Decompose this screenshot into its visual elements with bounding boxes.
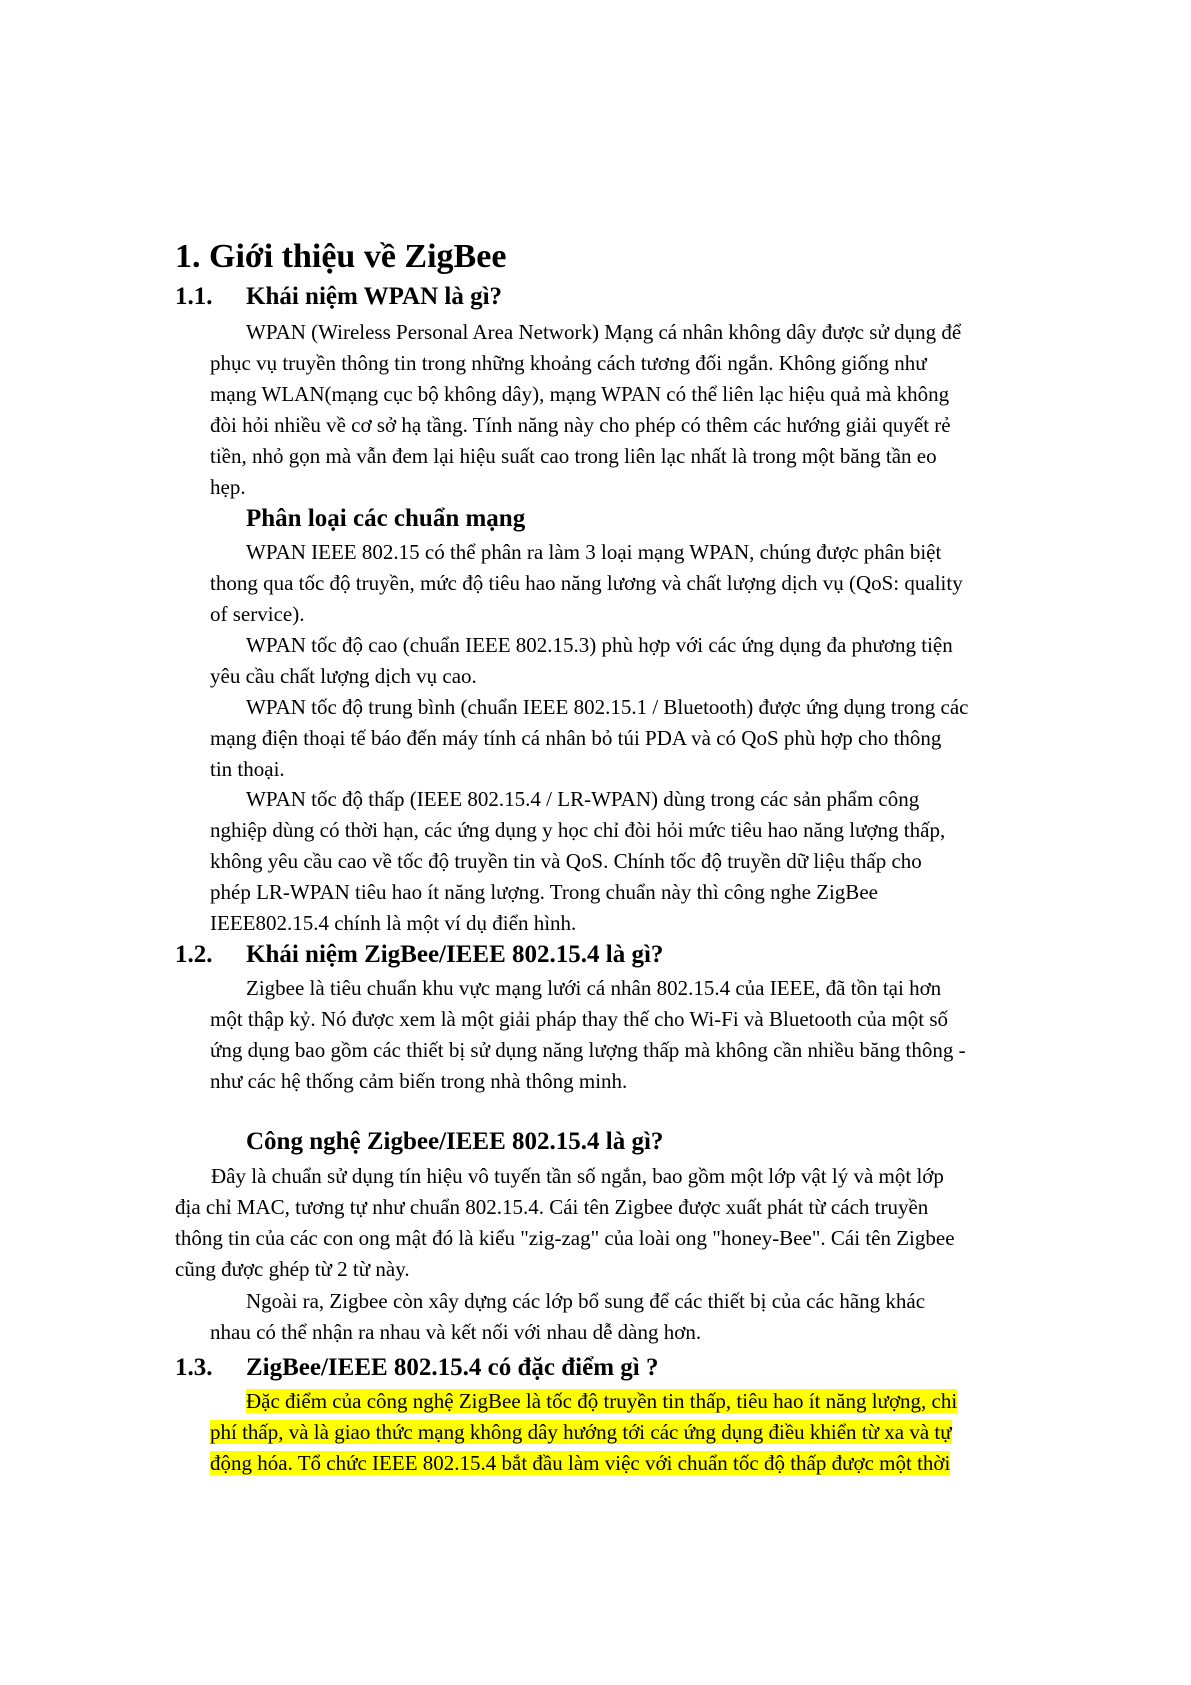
paragraph-zigbee-layers: [210, 1286, 925, 1348]
text-line: Đây là chuẩn sử dụng tín hiệu vô tuyến tần số ngắn, bao gồm một lớp vật lý và một lớp: [211, 1164, 944, 1188]
text-line: IEEE802.15.4 chính là một ví dụ điển hình.: [210, 911, 577, 935]
text-line: Zigbee là tiêu chuẩn khu vực mạng lưới cá nhân 802.15.4 của IEEE, đã tồn tại hơn: [246, 976, 942, 1000]
text-line: WPAN tốc độ cao (chuẩn IEEE 802.15.3) phù hợp với các ứng dụng đa phương tiện: [246, 633, 953, 657]
text-line: thong qua tốc độ truyền, mức độ tiêu hao năng lương và chất lượng dịch vụ (QoS: quality: [210, 571, 963, 595]
text-line: nghiệp dùng có thời hạn, các ứng dụng y học chỉ đòi hỏi mức tiêu hao năng lượng thấp,: [210, 818, 946, 842]
text-line: [210, 1448, 957, 1479]
text-line: yêu cầu chất lượng dịch vụ cao.: [210, 664, 477, 688]
paragraph-zigbee-technology: [175, 1161, 955, 1285]
text-line: phục vụ truyền thông tin trong những khoảng cách tương đối ngắn. Không giống như: [210, 351, 927, 375]
text-line: như các hệ thống cảm biến trong nhà thông minh.: [210, 1069, 628, 1093]
text-line: WPAN tốc độ thấp (IEEE 802.15.4 / LR-WPAN) dùng trong các sản phẩm công: [246, 787, 920, 811]
text-line: of service).: [210, 602, 305, 626]
text-line: nhau có thể nhận ra nhau và kết nối với nhau dễ dàng hơn.: [210, 1320, 702, 1344]
highlighted-text: Đặc điểm của công nghệ ZigBee là tốc độ truyền tin thấp, tiêu hao ít năng lượng, chi: [246, 1389, 958, 1413]
text-line: tiền, nhỏ gọn mà vẫn đem lại hiệu suất cao trong liên lạc nhất là trong một băng tần eo: [210, 444, 937, 468]
paragraph-high-rate: [210, 630, 953, 692]
text-line: WPAN (Wireless Personal Area Network) Mạng cá nhân không dây được sử dụng để: [246, 320, 962, 344]
text-line: thông tin của các con ong mật đó là kiểu "zig-zag" của loài ong "honey-Bee". Cái tên Zigbee: [175, 1226, 955, 1250]
text-line: mạng điện thoại tế báo đến máy tính cá nhân bỏ túi PDA và có QoS phù hợp cho thông: [210, 726, 942, 750]
highlighted-paragraph-features: [210, 1386, 957, 1479]
text-line: một thập kỷ. Nó được xem là một giải pháp thay thế cho Wi-Fi và Bluetooth của một số: [210, 1007, 949, 1031]
highlighted-text: phí thấp, và là giao thức mạng không dây hướng tới các ứng dụng điều khiển từ xa và tự: [210, 1420, 952, 1444]
section-number: 1.1.: [175, 283, 213, 310]
section-title: ZigBee/IEEE 802.15.4 có đặc điểm gì ?: [246, 1354, 659, 1381]
text-line: WPAN IEEE 802.15 có thể phân ra làm 3 loại mạng WPAN, chúng được phân biệt: [246, 540, 942, 564]
text-line: mạng WLAN(mạng cục bộ không dây), mạng WPAN có thể liên lạc hiệu quả mà không: [210, 382, 950, 406]
text-line: [246, 1386, 957, 1417]
paragraph-medium-rate: [210, 692, 968, 785]
text-line: Ngoài ra, Zigbee còn xây dựng các lớp bổ sung để các thiết bị của các hãng khác: [246, 1289, 926, 1313]
text-line: đòi hỏi nhiều về cơ sở hạ tầng. Tính năng này cho phép có thêm các hướng giải quyết rẻ: [210, 413, 951, 437]
text-line: WPAN tốc độ trung bình (chuẩn IEEE 802.15.1 / Bluetooth) được ứng dụng trong các: [246, 695, 969, 719]
subheading-network-classes: Phân loại các chuẩn mạng: [246, 505, 526, 532]
section-1-1-heading: [175, 282, 502, 312]
text-line: [210, 1417, 957, 1448]
section-1-2-heading: [175, 940, 663, 970]
section-number: 1.2.: [175, 941, 213, 968]
text-line: phép LR-WPAN tiêu hao ít năng lượng. Trong chuẩn này thì công nghe ZigBee: [210, 880, 878, 904]
text-line: địa chỉ MAC, tương tự như chuẩn 802.15.4. Cái tên Zigbee được xuất phát từ cách truyền: [175, 1195, 929, 1219]
section-title: Khái niệm ZigBee/IEEE 802.15.4 là gì?: [246, 941, 664, 968]
chapter-title: 1. Giới thiệu về ZigBee: [175, 238, 507, 275]
highlighted-text: động hóa. Tổ chức IEEE 802.15.4 bắt đầu làm việc với chuẩn tốc độ thấp được một thời: [210, 1451, 951, 1475]
section-1-3-heading: [175, 1353, 659, 1383]
paragraph-low-rate: [210, 784, 945, 939]
section-number: 1.3.: [175, 1354, 213, 1381]
text-line: cũng được ghép từ 2 từ này.: [175, 1257, 410, 1281]
text-line: không yêu cầu cao về tốc độ truyền tin và QoS. Chính tốc độ truyền dữ liệu thấp cho: [210, 849, 922, 873]
text-line: tin thoại.: [210, 757, 285, 781]
text-line: hẹp.: [210, 475, 246, 499]
text-line: ứng dụng bao gồm các thiết bị sử dụng năng lượng thấp mà không cần nhiều băng thông -: [210, 1038, 966, 1062]
paragraph-zigbee-definition: [210, 973, 966, 1097]
paragraph-wpan-classes: [210, 537, 963, 630]
paragraph-wpan-intro: [210, 317, 961, 503]
subheading-zigbee-technology: Công nghệ Zigbee/IEEE 802.15.4 là gì?: [246, 1128, 664, 1155]
section-title: Khái niệm WPAN là gì?: [246, 283, 503, 310]
